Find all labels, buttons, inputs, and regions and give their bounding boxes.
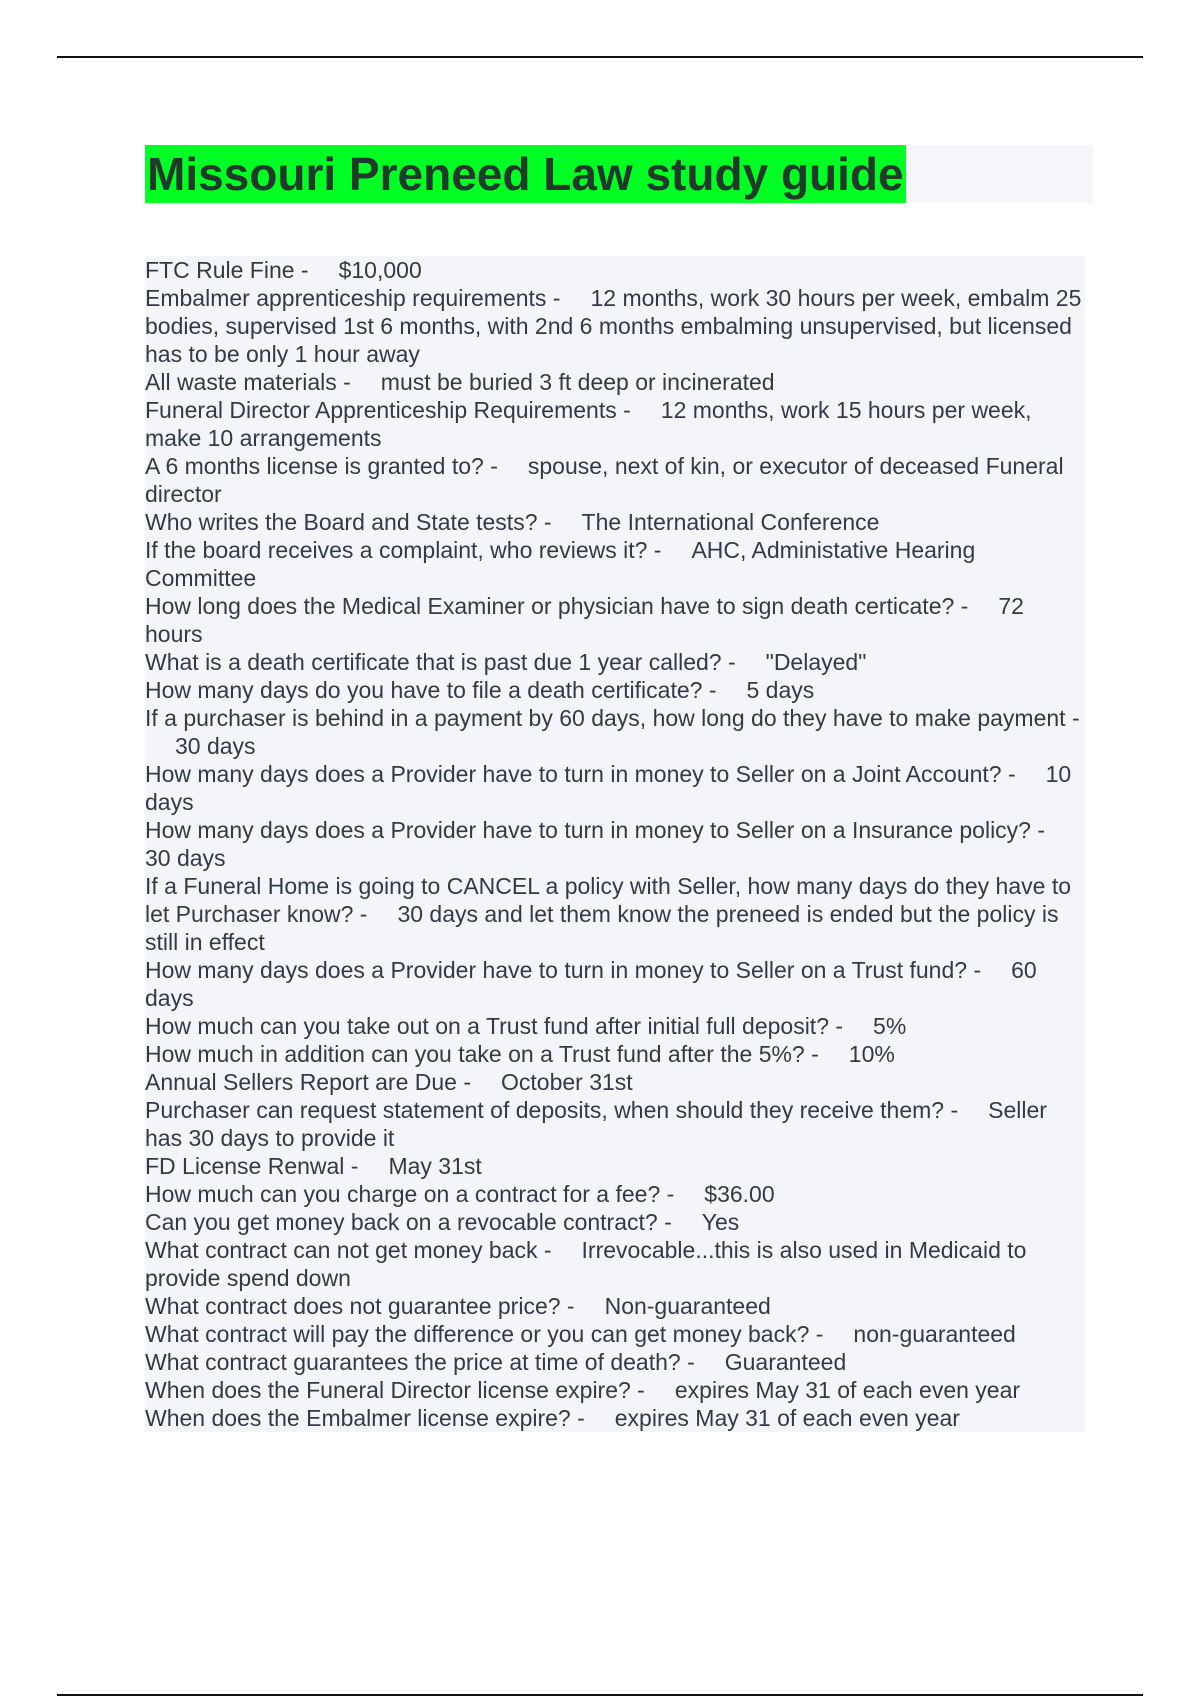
qa-question: How much in addition can you take on a Trust fund after the 5%? - (145, 1041, 819, 1067)
qa-answer: AHC, Administative Hearing Committee (145, 537, 976, 591)
qa-item (145, 1208, 1085, 1236)
qa-item (145, 816, 1085, 872)
qa-question: How much can you take out on a Trust fund after initial full deposit? - (145, 1013, 844, 1039)
qa-answer: 10% (848, 1041, 895, 1067)
qa-answer: 30 days and let them know the preneed is ended but the policy is still in effect (145, 901, 1059, 955)
qa-answer: $10,000 (338, 257, 422, 283)
qa-item (145, 1292, 1085, 1320)
page-title: Missouri Preneed Law study guide (145, 145, 906, 203)
qa-question: When does the Funeral Director license expire? - (145, 1377, 645, 1403)
qa-item (145, 592, 1085, 648)
qa-answer: spouse, next of kin, or executor of deceased Funeral director (145, 453, 1064, 507)
qa-answer: Seller has 30 days to provide it (145, 1097, 1047, 1151)
qa-item (145, 956, 1085, 1012)
qa-question: Embalmer apprenticeship requirements - (145, 285, 561, 311)
qa-answer: 10 days (145, 761, 1072, 815)
qa-item (145, 1152, 1085, 1180)
qa-question: Annual Sellers Report are Due - (145, 1069, 471, 1095)
qa-item (145, 1376, 1085, 1404)
qa-item (145, 452, 1085, 508)
title-row (145, 145, 1093, 203)
qa-question: FD License Renwal - (145, 1153, 359, 1179)
qa-question: Purchaser can request statement of deposits, when should they receive them? - (145, 1097, 959, 1123)
qa-item (145, 536, 1085, 592)
qa-item (145, 396, 1085, 452)
qa-item (145, 284, 1085, 368)
qa-item (145, 1180, 1085, 1208)
qa-item (145, 1236, 1085, 1292)
qa-list (145, 256, 1085, 1432)
qa-answer: expires May 31 of each even year (614, 1405, 960, 1431)
bottom-rule (57, 1694, 1143, 1696)
qa-item (145, 676, 1085, 704)
qa-question: What is a death certificate that is past due 1 year called? - (145, 649, 736, 675)
qa-item (145, 1040, 1085, 1068)
qa-item (145, 760, 1085, 816)
qa-question: What contract can not get money back - (145, 1237, 552, 1263)
qa-item (145, 1348, 1085, 1376)
qa-question: How many days does a Provider have to turn in money to Seller on a Trust fund? - (145, 957, 982, 983)
qa-question: What contract will pay the difference or you can get money back? - (145, 1321, 824, 1347)
qa-question: Funeral Director Apprenticeship Requirements - (145, 397, 631, 423)
qa-question: What contract does not guarantee price? - (145, 1293, 575, 1319)
qa-question: How long does the Medical Examiner or physician have to sign death certicate? - (145, 593, 969, 619)
qa-item (145, 508, 1085, 536)
qa-question: All waste materials - (145, 369, 351, 395)
qa-question: How many days does a Provider have to turn in money to Seller on a Joint Account? - (145, 761, 1016, 787)
qa-question: If the board receives a complaint, who reviews it? - (145, 537, 662, 563)
top-rule (57, 56, 1143, 58)
qa-question: FTC Rule Fine - (145, 257, 309, 283)
qa-question: A 6 months license is granted to? - (145, 453, 498, 479)
qa-answer: 60 days (145, 957, 1037, 1011)
qa-item (145, 368, 1085, 396)
qa-item (145, 1404, 1085, 1432)
qa-question: Who writes the Board and State tests? - (145, 509, 552, 535)
qa-item (145, 256, 1085, 284)
qa-item (145, 1012, 1085, 1040)
qa-answer: 5 days (746, 677, 815, 703)
qa-question: Can you get money back on a revocable contract? - (145, 1209, 672, 1235)
qa-question: How much can you charge on a contract for a fee? - (145, 1181, 675, 1207)
qa-answer: 5% (873, 1013, 907, 1039)
qa-answer: 72 hours (145, 593, 1024, 647)
qa-answer: Yes (701, 1209, 740, 1235)
qa-answer: May 31st (388, 1153, 482, 1179)
qa-answer: 30 days (175, 733, 256, 759)
qa-answer: 12 months, work 15 hours per week, make 10 arrangements (145, 397, 1032, 451)
qa-item (145, 648, 1085, 676)
qa-answer: Non-guaranteed (604, 1293, 771, 1319)
qa-item (145, 872, 1085, 956)
qa-item (145, 1320, 1085, 1348)
qa-answer: 30 days (145, 845, 226, 871)
qa-answer: non-guaranteed (853, 1321, 1016, 1347)
qa-question: How many days do you have to file a death certificate? - (145, 677, 717, 703)
qa-answer: 12 months, work 30 hours per week, embalm 25 bodies, supervised 1st 6 months, with 2nd 6 months embalming unsupervised, but licensed has to be only 1 hour away (145, 285, 1082, 367)
qa-answer: October 31st (501, 1069, 633, 1095)
qa-answer: $36.00 (704, 1181, 775, 1207)
qa-item (145, 704, 1085, 760)
qa-answer: The International Conference (581, 509, 880, 535)
qa-answer: must be buried 3 ft deep or incinerated (380, 369, 775, 395)
qa-question: When does the Embalmer license expire? - (145, 1405, 585, 1431)
qa-answer: Guaranteed (724, 1349, 847, 1375)
qa-question: If a purchaser is behind in a payment by 60 days, how long do they have to make payment - (145, 705, 1080, 731)
qa-answer: expires May 31 of each even year (674, 1377, 1021, 1403)
qa-question: If a Funeral Home is going to CANCEL a policy with Seller, how many days do they have to let Purchaser know? - (145, 873, 1071, 927)
qa-answer: Irrevocable...this is also used in Medicaid to provide spend down (145, 1237, 1027, 1291)
qa-item (145, 1068, 1085, 1096)
qa-question: How many days does a Provider have to turn in money to Seller on a Insurance policy? - (145, 817, 1046, 843)
qa-item (145, 1096, 1085, 1152)
qa-question: What contract guarantees the price at time of death? - (145, 1349, 695, 1375)
qa-answer: "Delayed" (765, 649, 867, 675)
